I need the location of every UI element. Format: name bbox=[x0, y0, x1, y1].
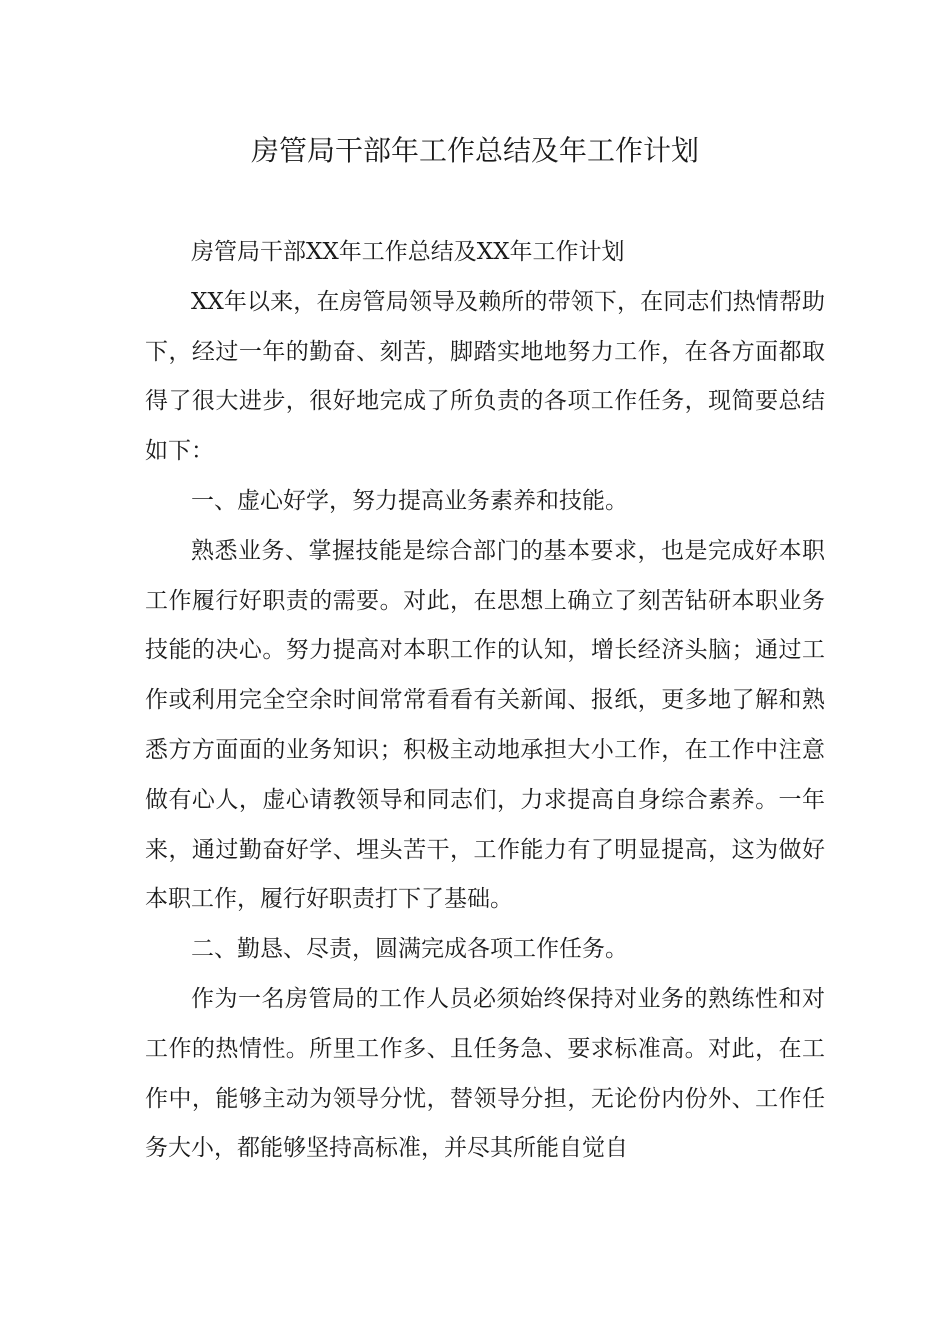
section-heading-1: 一、虚心好学，努力提高业务素养和技能。 bbox=[191, 487, 628, 514]
section-heading-2: 二、勤恳、尽责，圆满完成各项工作任务。 bbox=[191, 936, 628, 963]
paragraph-intro: XX年以来，在房管局领导及赖所的带领下，在同志们热情帮助下，经过一年的勤奋、刻苦，脚踏实地地努力工作，在各方面都取得了很大进步，很好地完成了所负责的各项工作任务，现简要总结如下： bbox=[145, 288, 825, 465]
paragraph-section-1: 熟悉业务、掌握技能是综合部门的基本要求，也是完成好本职工作履行好职责的需要。对此，在思想上确立了刻苦钻研本职业务技能的决心。努力提高对本职工作的认知，增长经济头脑；通过工作或利用完全空余时间常常看看有关新闻、报纸，更多地了解和熟悉方方面面的业务知识；积极主动地承担大小工作，在工作中注意做有心人，虚心请教领导和同志们，力求提高自身综合素养。一年来，通过勤奋好学、埋头苦干，工作能力有了明显提高，这为做好本职工作，履行好职责打下了基础。 bbox=[145, 537, 825, 913]
document-body bbox=[145, 228, 825, 1174]
paragraph-section-2: 作为一名房管局的工作人员必须始终保持对业务的熟练性和对工作的热情性。所里工作多、且任务急、要求标准高。对此，在工作中，能够主动为领导分忧，替领导分担，无论份内份外、工作任务大小，都能够坚持高标准，并尽其所能自觉自 bbox=[145, 985, 825, 1162]
document-title: 房管局干部年工作总结及年工作计划 bbox=[250, 134, 699, 167]
paragraph-subtitle: 房管局干部XX年工作总结及XX年工作计划 bbox=[191, 239, 625, 265]
